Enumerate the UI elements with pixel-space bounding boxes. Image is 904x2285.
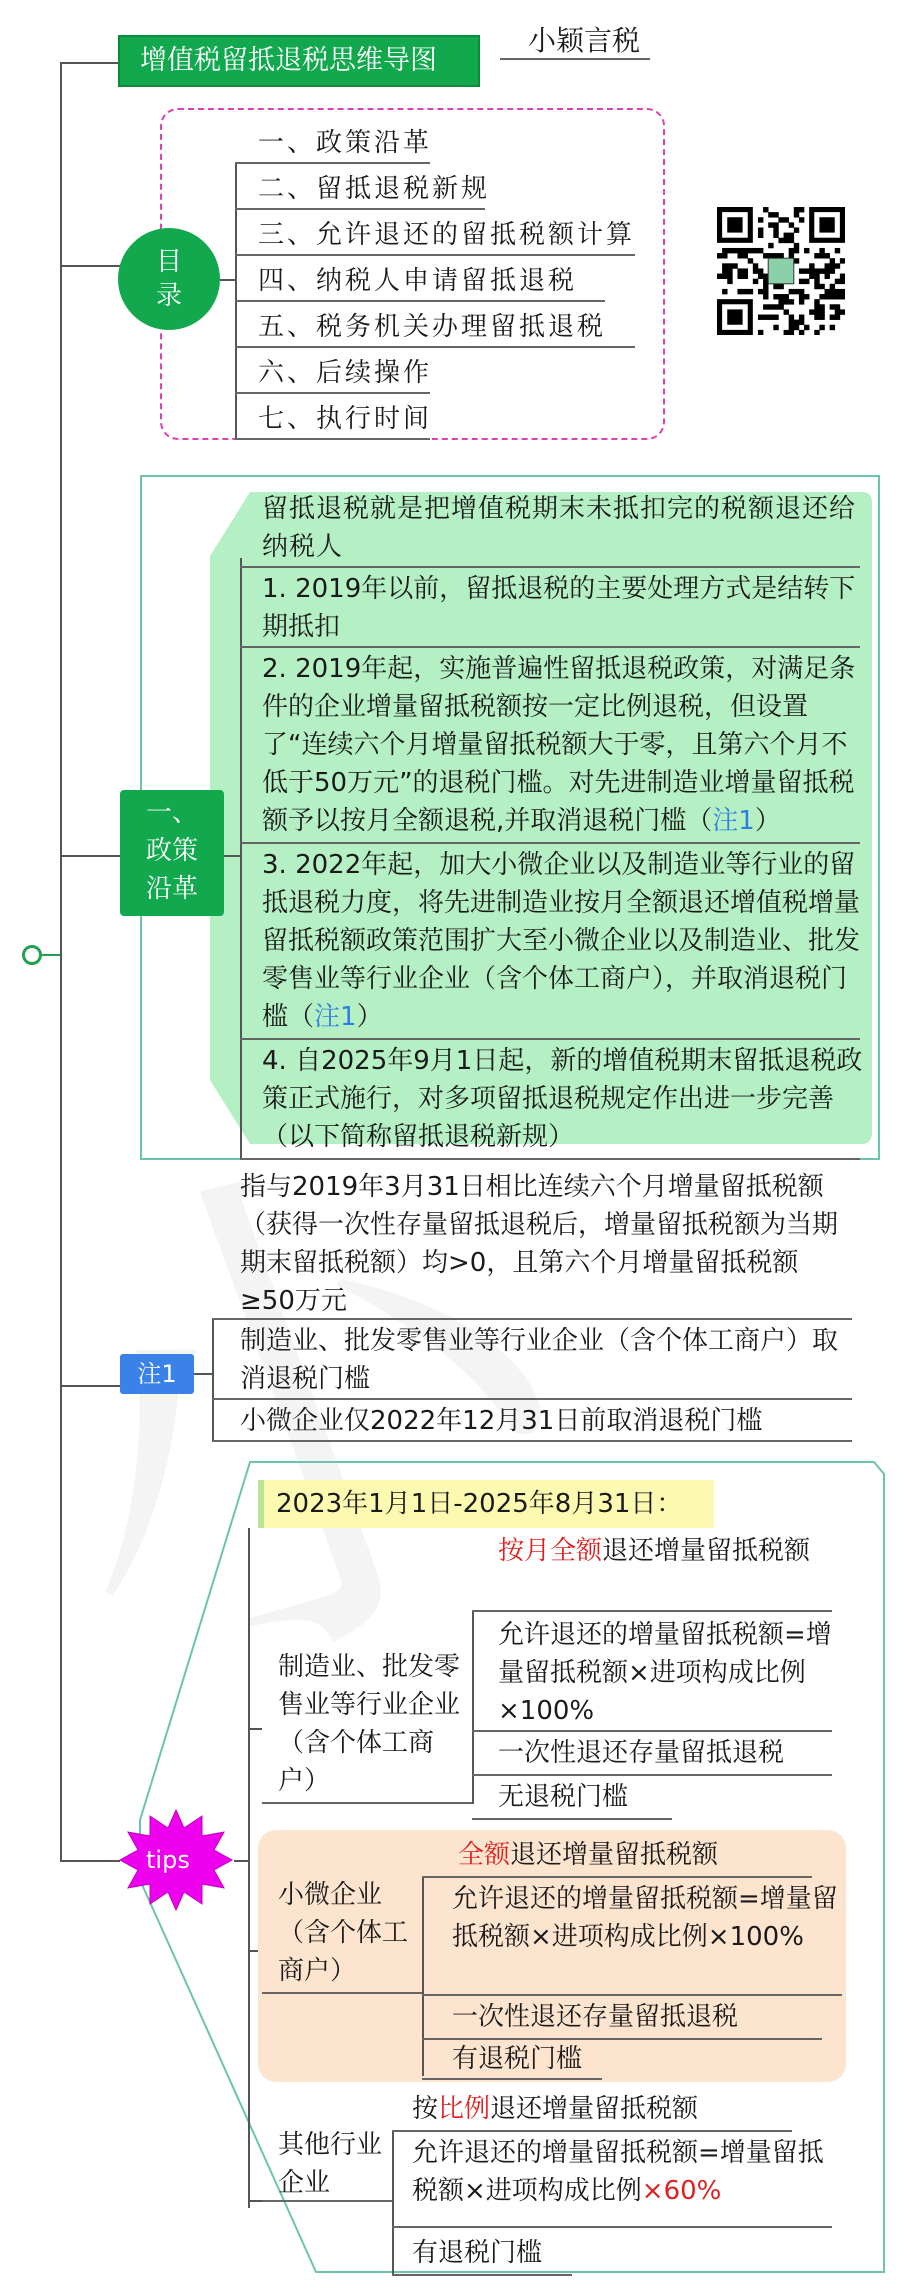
toc-item-7[interactable]: 七、执行时间: [258, 404, 433, 434]
toc-item-6[interactable]: 六、后续操作: [258, 358, 433, 388]
note1-link[interactable]: 注1: [314, 1002, 357, 1032]
toc-item-5[interactable]: 五、税务机关办理留抵退税: [258, 312, 607, 342]
author-label: 小颖言税: [528, 24, 641, 57]
page-title: 增值税留抵退税思维导图: [140, 45, 437, 76]
note1-manufacturing: 制造业、批发零售业等行业企业（含个体工商户）取消退税门槛: [240, 1326, 839, 1394]
tips-manu-r2: 允许退还的增量留抵税额=增量留抵税额×进项构成比例×100%: [498, 1620, 832, 1726]
toc-item-3[interactable]: 三、允许退还的留抵税额计算: [258, 220, 636, 250]
note1-link[interactable]: 注1: [712, 806, 755, 836]
tips-small-r4: 有退税门槛: [452, 2044, 583, 2074]
toc-item-4[interactable]: 四、纳税人申请留抵退税: [258, 266, 578, 296]
toc-node[interactable]: [118, 228, 220, 330]
policy-item-1: 1. 2019年以前，留抵退税的主要处理方式是结转下期抵扣: [262, 574, 856, 642]
tips-manu-label: 制造业、批发零售业等行业企业（含个体工商户）: [278, 1652, 461, 1796]
tips-other-r3: 有退税门槛: [412, 2238, 543, 2268]
tips-other-r2: 允许退还的增量留抵税额=增量留抵税额×进项构成比例×60%: [412, 2138, 824, 2206]
tips-small-label: 小微企业（含个体工商户）: [278, 1880, 409, 1986]
policy-item-3: 3. 2022年起，加大小微企业以及制造业等行业的留抵退税力度，将先进制造业按月全额退还增值税增量留抵税额政策范围扩大至小微企业以及制造业、批发零售业等行业企业（含个体工商户），并取消退税门槛（注1）: [262, 850, 861, 1032]
tips-small-r3: 一次性退还存量留抵退税: [452, 2002, 739, 2032]
policy-intro: 留抵退税就是把增值税期末未抵扣完的税额退还给纳税人: [262, 494, 857, 562]
tips-small-r1: 全额退还增量留抵税额: [458, 1840, 719, 1870]
qr-code: [717, 207, 845, 335]
policy-node[interactable]: [120, 790, 224, 916]
tips-label: tips: [146, 1846, 190, 1874]
period-label: 2023年1月1日-2025年8月31日：: [276, 1489, 683, 1519]
toc-item-2[interactable]: 二、留抵退税新规: [258, 174, 491, 204]
policy-label: 一、 政策 沿革: [145, 798, 198, 904]
toc-label: 目 录: [155, 247, 182, 311]
note1-label: 注1: [137, 1360, 177, 1388]
note1-definition: 指与2019年3月31日相比连续六个月增量留抵税额（获得一次性存量留抵退税后，增量留抵税额为当期期末留抵税额）均>0，且第六个月增量留抵税额≥50万元: [240, 1172, 839, 1316]
note1-node[interactable]: [120, 1354, 194, 1394]
spine-line: [60, 62, 62, 1860]
tips-manu-r3: 一次性退还存量留抵退税: [498, 1738, 785, 1768]
tips-small-r2: 允许退还的增量留抵税额=增量留抵税额×进项构成比例×100%: [452, 1884, 838, 1952]
tips-manu-r1: 按月全额退还增量留抵税额: [498, 1536, 811, 1566]
toc-item-1[interactable]: 一、政策沿革: [258, 128, 433, 158]
tips-other-label: 其他行业企业: [278, 2130, 383, 2198]
note1-small: 小微企业仅2022年12月31日前取消退税门槛: [240, 1406, 763, 1436]
period-box: [258, 1480, 714, 1528]
tips-manu-r4: 无退税门槛: [498, 1782, 629, 1812]
policy-item-4: 4. 自2025年9月1日起，新的增值税期末留抵退税政策正式施行，对多项留抵退税规定作出进一步完善（以下简称留抵退税新规）: [262, 1046, 863, 1152]
tips-other-r1: 按比例退还增量留抵税额: [412, 2094, 699, 2124]
policy-item-2: 2. 2019年起，实施普遍性留抵退税政策，对满足条件的企业增量留抵税额按一定比例退税，但设置了“连续六个月增量留抵税额大于零，且第六个月不低于50万元”的退税门槛。对先进制造业增量留抵税额予以按月全额退税,并取消退税门槛（注1）: [262, 654, 856, 836]
title-box[interactable]: [118, 35, 480, 87]
root-node-circle[interactable]: [22, 945, 42, 965]
